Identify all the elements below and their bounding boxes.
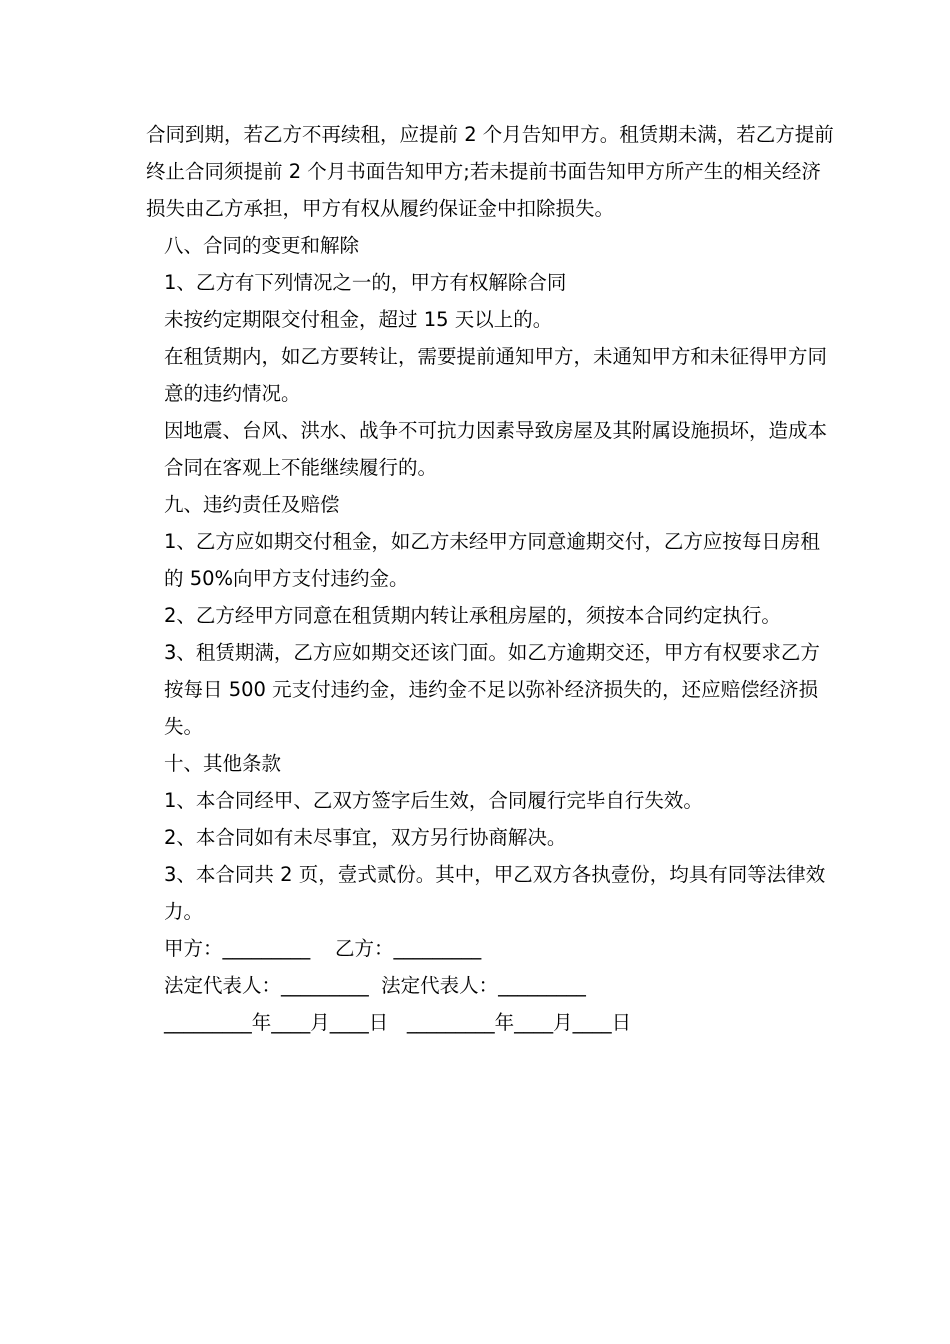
para-9-3: 3、租赁期满，乙方应如期交还该门面。如乙方逾期交还，甲方有权要求乙方按每日 500 元支付违约金，违约金不足以弥补经济损失的，还应赔偿经济损失。 bbox=[164, 641, 820, 738]
para-10-1: 1、本合同经甲、乙双方签字后生效，合同履行完毕自行失效。 bbox=[164, 789, 703, 812]
signature-representatives: 法定代表人：_________ 法定代表人：_________ bbox=[164, 974, 586, 997]
para-8-rent-overdue: 未按约定期限交付租金，超过 15 天以上的。 bbox=[164, 308, 553, 331]
para-renewal: 合同到期，若乙方不再续租，应提前 2 个月告知甲方。租赁期未满，若乙方提前终止合同须提前 2 个月书面告知甲方;若未提前书面告知甲方所产生的相关经济损失由乙方承担，甲方有权从履约保证金中扣除损失。 bbox=[146, 123, 834, 220]
para-8-force-majeure: 因地震、台风、洪水、战争不可抗力因素导致房屋及其附属设施损坏，造成本合同在客观上不能继续履行的。 bbox=[164, 419, 828, 479]
signature-dates: _________年____月____日 _________年____月____日 bbox=[164, 1011, 632, 1034]
para-10-3: 3、本合同共 2 页，壹式贰份。其中，甲乙双方各执壹份，均具有同等法律效力。 bbox=[164, 863, 826, 923]
section-9-heading: 九、违约责任及赔偿 bbox=[164, 493, 340, 516]
para-8-1: 1、乙方有下列情况之一的，甲方有权解除合同 bbox=[164, 271, 567, 294]
para-9-2: 2、乙方经甲方同意在租赁期内转让承租房屋的，须按本合同约定执行。 bbox=[164, 604, 781, 627]
section-8-heading: 八、合同的变更和解除 bbox=[164, 234, 360, 257]
para-10-2: 2、本合同如有未尽事宜，双方另行协商解决。 bbox=[164, 826, 567, 849]
document-body bbox=[146, 116, 836, 1041]
signature-parties: 甲方：_________ 乙方：_________ bbox=[164, 937, 482, 960]
section-10-heading: 十、其他条款 bbox=[164, 752, 282, 775]
para-9-1: 1、乙方应如期交付租金，如乙方未经甲方同意逾期交付，乙方应按每日房租的 50%向甲方支付违约金。 bbox=[164, 530, 820, 590]
para-8-transfer: 在租赁期内，如乙方要转让，需要提前通知甲方，未通知甲方和未征得甲方同意的违约情况。 bbox=[164, 345, 828, 405]
